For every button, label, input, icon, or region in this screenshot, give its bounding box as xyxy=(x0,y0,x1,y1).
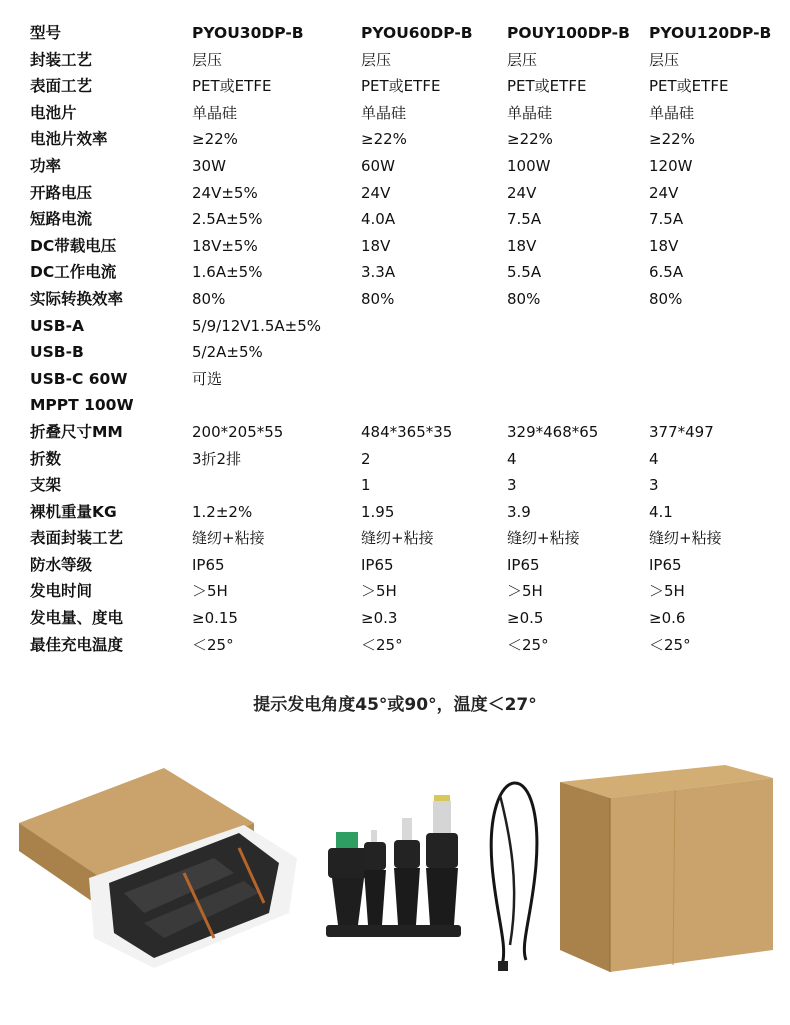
table-cell: 484*365*35 xyxy=(361,422,453,441)
row-label: 功率 xyxy=(30,156,62,175)
table-cell: 层压 xyxy=(361,50,392,69)
table-cell: 4 xyxy=(649,449,659,468)
table-cell: 缝纫+粘接 xyxy=(192,529,265,548)
row-label: USB-A xyxy=(30,316,84,335)
table-cell: PET或ETFE xyxy=(361,77,441,96)
table-row xyxy=(30,632,770,659)
generation-angle-note: 提示发电角度45°或90°，温度＜27° xyxy=(253,695,537,715)
table-cell: 80% xyxy=(649,289,683,308)
product-photos xyxy=(0,755,790,995)
row-label: MPPT 100W xyxy=(30,396,134,415)
table-cell: 18V xyxy=(361,236,391,255)
table-row xyxy=(30,233,770,260)
table-row xyxy=(30,153,770,180)
row-label: 表面工艺 xyxy=(30,77,93,96)
table-row xyxy=(30,100,770,127)
table-cell: 80% xyxy=(192,289,226,308)
row-label: 表面封装工艺 xyxy=(30,529,124,548)
table-row xyxy=(30,446,770,473)
table-header-row xyxy=(30,20,770,47)
table-cell: ＞5H xyxy=(649,582,685,601)
header-cell: 型号 xyxy=(30,24,62,42)
row-label: DC带载电压 xyxy=(30,236,117,255)
table-row xyxy=(30,605,770,632)
table-cell: 24V xyxy=(649,183,679,202)
row-label: 支架 xyxy=(30,476,62,495)
table-row xyxy=(30,366,770,393)
table-cell: 100W xyxy=(507,156,551,175)
table-row xyxy=(30,73,770,100)
table-cell: 120W xyxy=(649,156,693,175)
row-label: 最佳充电温度 xyxy=(30,635,124,654)
table-cell: 7.5A xyxy=(507,210,542,229)
table-cell: ≥0.6 xyxy=(649,609,686,628)
table-cell: ＜25° xyxy=(361,635,403,654)
table-cell: ≥0.15 xyxy=(192,609,238,628)
table-cell: 层压 xyxy=(192,50,223,69)
table-row xyxy=(30,472,770,499)
table-cell: 6.5A xyxy=(649,263,684,282)
table-cell: ＜25° xyxy=(507,635,549,654)
row-label: USB-B xyxy=(30,343,84,362)
table-cell: 层压 xyxy=(507,50,538,69)
table-cell: 3.9 xyxy=(507,502,531,521)
table-cell: 1.2±2% xyxy=(192,502,253,521)
table-cell: 80% xyxy=(361,289,395,308)
table-cell: 7.5A xyxy=(649,210,684,229)
table-cell: 80% xyxy=(507,289,541,308)
table-row xyxy=(30,47,770,74)
table-cell: 2.5A±5% xyxy=(192,210,263,229)
table-cell: 3 xyxy=(507,476,517,495)
table-row xyxy=(30,313,770,340)
table-cell: 18V±5% xyxy=(192,236,258,255)
table-cell: 200*205*55 xyxy=(192,422,284,441)
table-cell: IP65 xyxy=(649,555,682,574)
table-cell: 缝纫+粘接 xyxy=(361,529,434,548)
table-row xyxy=(30,126,770,153)
table-cell: 单晶硅 xyxy=(361,103,407,122)
row-label: 封装工艺 xyxy=(30,50,93,69)
table-cell: 18V xyxy=(507,236,537,255)
table-cell: 5/9/12V1.5A±5% xyxy=(192,316,322,335)
table-cell: 4.1 xyxy=(649,502,673,521)
table-cell: ≥22% xyxy=(192,130,238,149)
table-cell: 1.95 xyxy=(361,502,395,521)
table-cell: ＞5H xyxy=(507,582,543,601)
table-row xyxy=(30,578,770,605)
table-cell: 18V xyxy=(649,236,679,255)
table-cell: 4 xyxy=(507,449,517,468)
dc-adapter-connectors-photo xyxy=(318,790,468,945)
folded-panel-in-box-photo xyxy=(14,763,304,978)
table-row xyxy=(30,286,770,313)
header-cell: PYOU120DP-B xyxy=(649,24,772,42)
table-cell: 30W xyxy=(192,156,226,175)
row-label: DC工作电流 xyxy=(30,263,117,282)
table-cell: 3折2排 xyxy=(192,449,242,468)
table-cell: PET或ETFE xyxy=(507,77,587,96)
table-cell: 3.3A xyxy=(361,263,396,282)
table-row xyxy=(30,525,770,552)
table-row xyxy=(30,339,770,366)
table-cell: 24V±5% xyxy=(192,183,258,202)
table-row xyxy=(30,419,770,446)
table-cell: ≥22% xyxy=(361,130,407,149)
header-cell: PYOU60DP-B xyxy=(361,24,473,42)
table-cell: 5.5A xyxy=(507,263,542,282)
table-cell: 3 xyxy=(649,476,659,495)
table-cell: 4.0A xyxy=(361,210,396,229)
table-cell: 377*497 xyxy=(649,422,714,441)
row-label: USB-C 60W xyxy=(30,369,128,388)
table-row xyxy=(30,259,770,286)
table-cell: 24V xyxy=(361,183,391,202)
table-cell: ≥0.3 xyxy=(361,609,398,628)
row-label: 开路电压 xyxy=(30,183,93,202)
table-cell: 单晶硅 xyxy=(192,103,238,122)
table-cell: 24V xyxy=(507,183,537,202)
table-cell: 329*468*65 xyxy=(507,422,599,441)
table-cell: ＜25° xyxy=(192,635,234,654)
table-cell: 60W xyxy=(361,156,395,175)
row-label: 发电时间 xyxy=(30,582,93,601)
table-cell: PET或ETFE xyxy=(192,77,272,96)
row-label: 实际转换效率 xyxy=(30,289,124,308)
table-cell: 2 xyxy=(361,449,371,468)
row-label: 电池片 xyxy=(30,103,77,122)
dc-cable-photo xyxy=(480,775,550,975)
table-row xyxy=(30,552,770,579)
table-cell: ＞5H xyxy=(361,582,397,601)
row-label: 短路电流 xyxy=(30,210,93,229)
table-cell: IP65 xyxy=(192,555,225,574)
table-cell: 1 xyxy=(361,476,371,495)
spec-table xyxy=(30,20,770,658)
table-cell: IP65 xyxy=(361,555,394,574)
table-cell: ≥0.5 xyxy=(507,609,544,628)
table-row xyxy=(30,392,770,419)
table-row xyxy=(30,499,770,526)
table-cell: 缝纫+粘接 xyxy=(507,529,580,548)
table-cell: 单晶硅 xyxy=(507,103,553,122)
table-cell: 缝纫+粘接 xyxy=(649,529,722,548)
row-label: 折叠尺寸MM xyxy=(30,422,123,441)
shipping-carton-photo xyxy=(555,760,777,985)
row-label: 防水等级 xyxy=(30,555,93,574)
table-cell: 可选 xyxy=(192,369,223,388)
row-label: 电池片效率 xyxy=(30,130,108,149)
row-label: 折数 xyxy=(30,449,62,468)
table-cell: 1.6A±5% xyxy=(192,263,263,282)
table-cell: 单晶硅 xyxy=(649,103,695,122)
header-cell: POUY100DP-B xyxy=(507,24,630,42)
row-label: 发电量、度电 xyxy=(30,609,124,628)
table-cell: PET或ETFE xyxy=(649,77,729,96)
table-cell: ≥22% xyxy=(507,130,553,149)
table-cell: 5/2A±5% xyxy=(192,343,263,362)
table-cell: 层压 xyxy=(649,50,680,69)
table-cell: IP65 xyxy=(507,555,540,574)
table-cell: ＞5H xyxy=(192,582,228,601)
header-cell: PYOU30DP-B xyxy=(192,24,304,42)
table-row xyxy=(30,180,770,207)
table-cell: ＜25° xyxy=(649,635,691,654)
table-row xyxy=(30,206,770,233)
table-cell: ≥22% xyxy=(649,130,695,149)
row-label: 裸机重量KG xyxy=(30,502,117,521)
